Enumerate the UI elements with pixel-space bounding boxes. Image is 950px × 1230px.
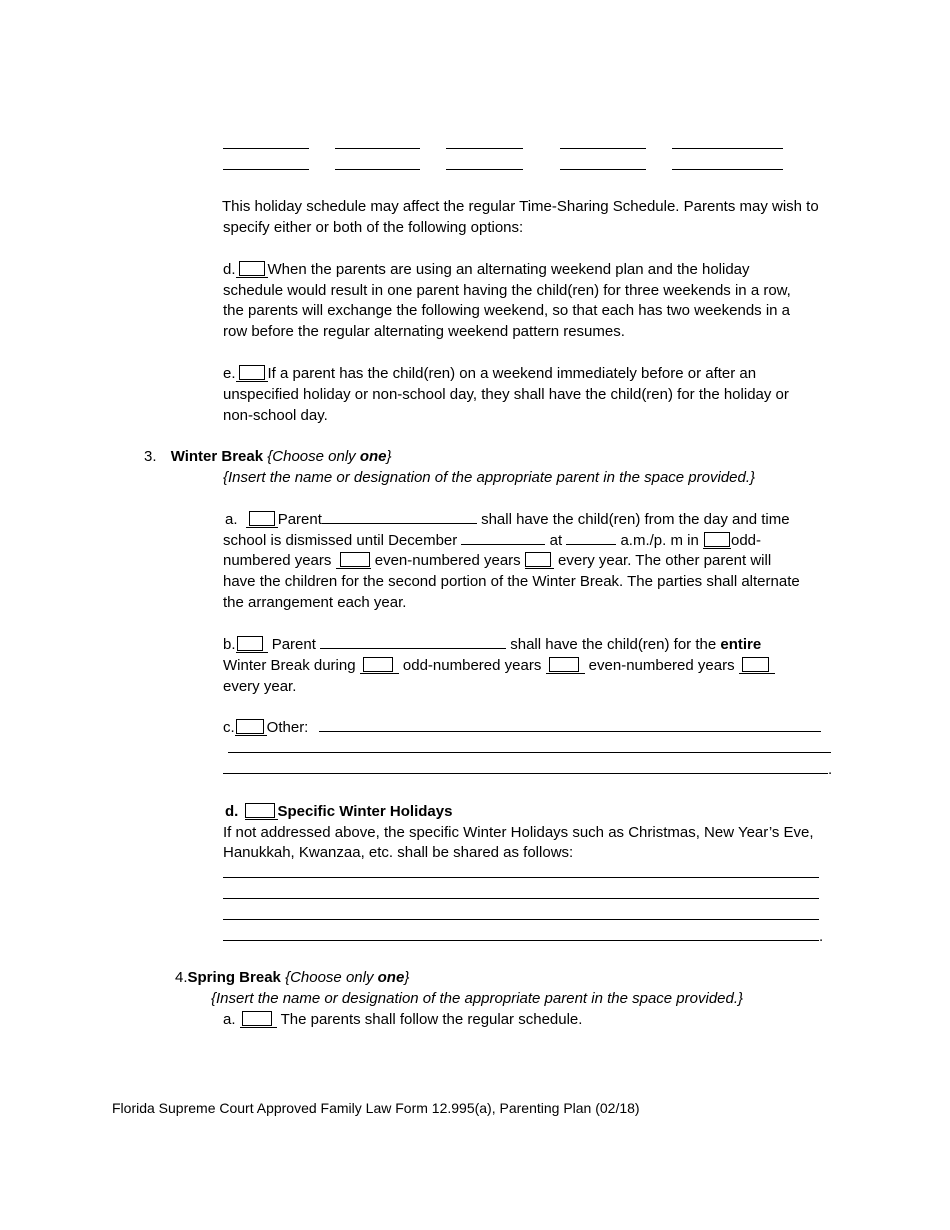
winter-b-text-1: shall have the child(ren) for the — [510, 636, 717, 653]
spring-break-heading — [175, 967, 409, 988]
winter-c-other-field-3[interactable] — [223, 759, 828, 774]
winter-a-even-checkbox[interactable] — [336, 552, 371, 569]
winter-b-checkbox[interactable] — [236, 636, 268, 653]
option-e-line-3: non-school day. — [223, 407, 328, 424]
option-e-text-1: If a parent has the child(ren) on a weekend immediately before or after an — [267, 365, 757, 382]
spring-a-text: The parents shall follow the regular schedule. — [280, 1011, 583, 1028]
top-blank-row-1[interactable] — [223, 134, 783, 155]
winter-c-label: Other: — [266, 719, 309, 736]
option-d-line-4: row before the regular alternating weekend pattern resumes. — [223, 323, 625, 340]
blank-line[interactable] — [223, 134, 309, 149]
winter-b-parent-field[interactable] — [320, 634, 506, 649]
spring-insert-note: {Insert the name or designation of the appropriate parent in the space provided.} — [211, 990, 744, 1007]
winter-c-line-2 — [228, 738, 831, 759]
blank-line[interactable] — [560, 134, 646, 149]
top-blank-row-2[interactable] — [223, 155, 783, 176]
winter-d-field-row-1 — [223, 863, 819, 884]
winter-c-line-3 — [223, 759, 832, 780]
winter-b-even-checkbox[interactable] — [546, 657, 585, 674]
winter-d-field-1[interactable] — [223, 863, 819, 878]
option-d-text-1: When the parents are using an alternating weekend plan and the holiday — [267, 261, 750, 278]
winter-d-title: Specific Winter Holidays — [277, 803, 453, 820]
winter-d-field-row-4 — [223, 926, 823, 947]
option-e-line-2: unspecified holiday or non-school day, they shall have the child(ren) for the holiday or — [223, 386, 789, 403]
winter-a-december-date-field[interactable] — [461, 530, 545, 545]
winter-a-prefix: a. — [225, 511, 238, 528]
winter-choose: {Choose only one} — [267, 448, 392, 465]
blank-line[interactable] — [223, 155, 309, 170]
option-d-checkbox[interactable] — [236, 261, 268, 278]
winter-c-line-1 — [223, 717, 821, 738]
option-d-line-2: schedule would result in one parent having the child(ren) for three weekends in a row, — [223, 282, 791, 299]
winter-b-odd-checkbox[interactable] — [360, 657, 399, 674]
blank-line[interactable] — [446, 134, 523, 149]
winter-d-line-3: Hanukkah, Kwanzaa, etc. shall be shared as follows: — [223, 844, 574, 861]
winter-b-text-2: Winter Break during — [223, 657, 356, 674]
winter-a-line-5: the arrangement each year. — [223, 594, 407, 611]
winter-b-odd-years: odd-numbered years — [402, 657, 542, 674]
option-e-prefix: e. — [223, 365, 236, 382]
winter-a-line-1 — [225, 509, 790, 530]
option-d-prefix: d. — [223, 261, 236, 278]
spring-number: 4. — [175, 969, 188, 986]
option-d-line-3: the parents will exchange the following weekend, so that each has two weekends in a — [223, 302, 791, 319]
winter-a-text-3: every year. The other parent will — [558, 552, 772, 569]
winter-a-parent-field[interactable] — [322, 509, 477, 524]
spring-a-checkbox[interactable] — [240, 1011, 277, 1028]
spring-a-prefix: a. — [223, 1011, 236, 1028]
winter-b-entire: entire — [720, 636, 762, 653]
winter-d-field-2[interactable] — [223, 884, 819, 899]
winter-d-field-3[interactable] — [223, 905, 819, 920]
winter-b-line-3: every year. — [223, 678, 297, 695]
option-e-line-1 — [223, 363, 756, 384]
winter-c-other-field-2[interactable] — [228, 738, 831, 753]
winter-a-numbered-years: numbered years — [223, 552, 332, 569]
winter-b-prefix: b. — [223, 636, 236, 653]
winter-a-odd: odd- — [731, 532, 762, 549]
winter-b-line-1 — [223, 634, 761, 655]
blank-line[interactable] — [335, 155, 420, 170]
winter-c-checkbox[interactable] — [235, 719, 267, 736]
winter-a-time-field[interactable] — [566, 530, 616, 545]
winter-a-line-2 — [223, 530, 761, 551]
winter-b-parent-label: Parent — [271, 636, 316, 653]
intro-line-2: specify either or both of the following options: — [223, 219, 524, 236]
winter-a-text-1: shall have the child(ren) from the day and time — [481, 511, 790, 528]
winter-a-at: at — [549, 532, 563, 549]
winter-a-ampm: a.m./p. m in — [620, 532, 699, 549]
winter-b-line-2 — [223, 655, 775, 676]
winter-d-checkbox[interactable] — [245, 803, 278, 820]
winter-a-text-2: school is dismissed until December — [223, 532, 458, 549]
option-e-checkbox[interactable] — [236, 365, 268, 382]
winter-d-line-1 — [225, 801, 452, 822]
blank-line[interactable] — [335, 134, 420, 149]
winter-a-every-checkbox[interactable] — [525, 552, 554, 569]
blank-line[interactable] — [672, 155, 783, 170]
spring-title: Spring Break — [187, 969, 281, 986]
blank-line[interactable] — [560, 155, 646, 170]
winter-a-odd-checkbox[interactable] — [703, 532, 731, 549]
winter-c-end: . — [828, 761, 833, 778]
winter-d-field-row-2 — [223, 884, 819, 905]
winter-number: 3. — [144, 448, 157, 465]
winter-a-line-4: have the children for the second portion of the Winter Break. The parties shall alternate — [223, 573, 800, 590]
option-d-line-1 — [223, 259, 750, 280]
winter-title: Winter Break — [170, 448, 264, 465]
winter-a-even-years: even-numbered years — [374, 552, 521, 569]
winter-a-line-3 — [223, 550, 771, 571]
winter-d-field-row-3 — [223, 905, 819, 926]
winter-insert-note: {Insert the name or designation of the appropriate parent in the space provided.} — [223, 469, 756, 486]
spring-choose: {Choose only one} — [285, 969, 410, 986]
blank-line[interactable] — [672, 134, 783, 149]
winter-c-other-field-1[interactable] — [319, 717, 821, 732]
winter-a-parent-label: Parent — [277, 511, 322, 528]
blank-line[interactable] — [446, 155, 523, 170]
form-footer: Florida Supreme Court Approved Family Law Form 12.995(a), Parenting Plan (02/18) — [112, 1100, 640, 1116]
winter-break-heading — [144, 446, 392, 467]
winter-a-checkbox[interactable] — [246, 511, 278, 528]
intro-line-1: This holiday schedule may affect the regular Time-Sharing Schedule. Parents may wish to — [222, 198, 819, 215]
winter-b-every-checkbox[interactable] — [739, 657, 775, 674]
winter-d-prefix: d. — [225, 803, 239, 820]
winter-d-line-2: If not addressed above, the specific Winter Holidays such as Christmas, New Year’s Eve, — [223, 824, 814, 841]
winter-c-prefix: c. — [223, 719, 235, 736]
winter-d-end: . — [819, 928, 824, 945]
winter-d-field-4[interactable] — [223, 926, 819, 941]
winter-b-even-years: even-numbered years — [588, 657, 735, 674]
spring-a-line-1 — [223, 1009, 582, 1030]
